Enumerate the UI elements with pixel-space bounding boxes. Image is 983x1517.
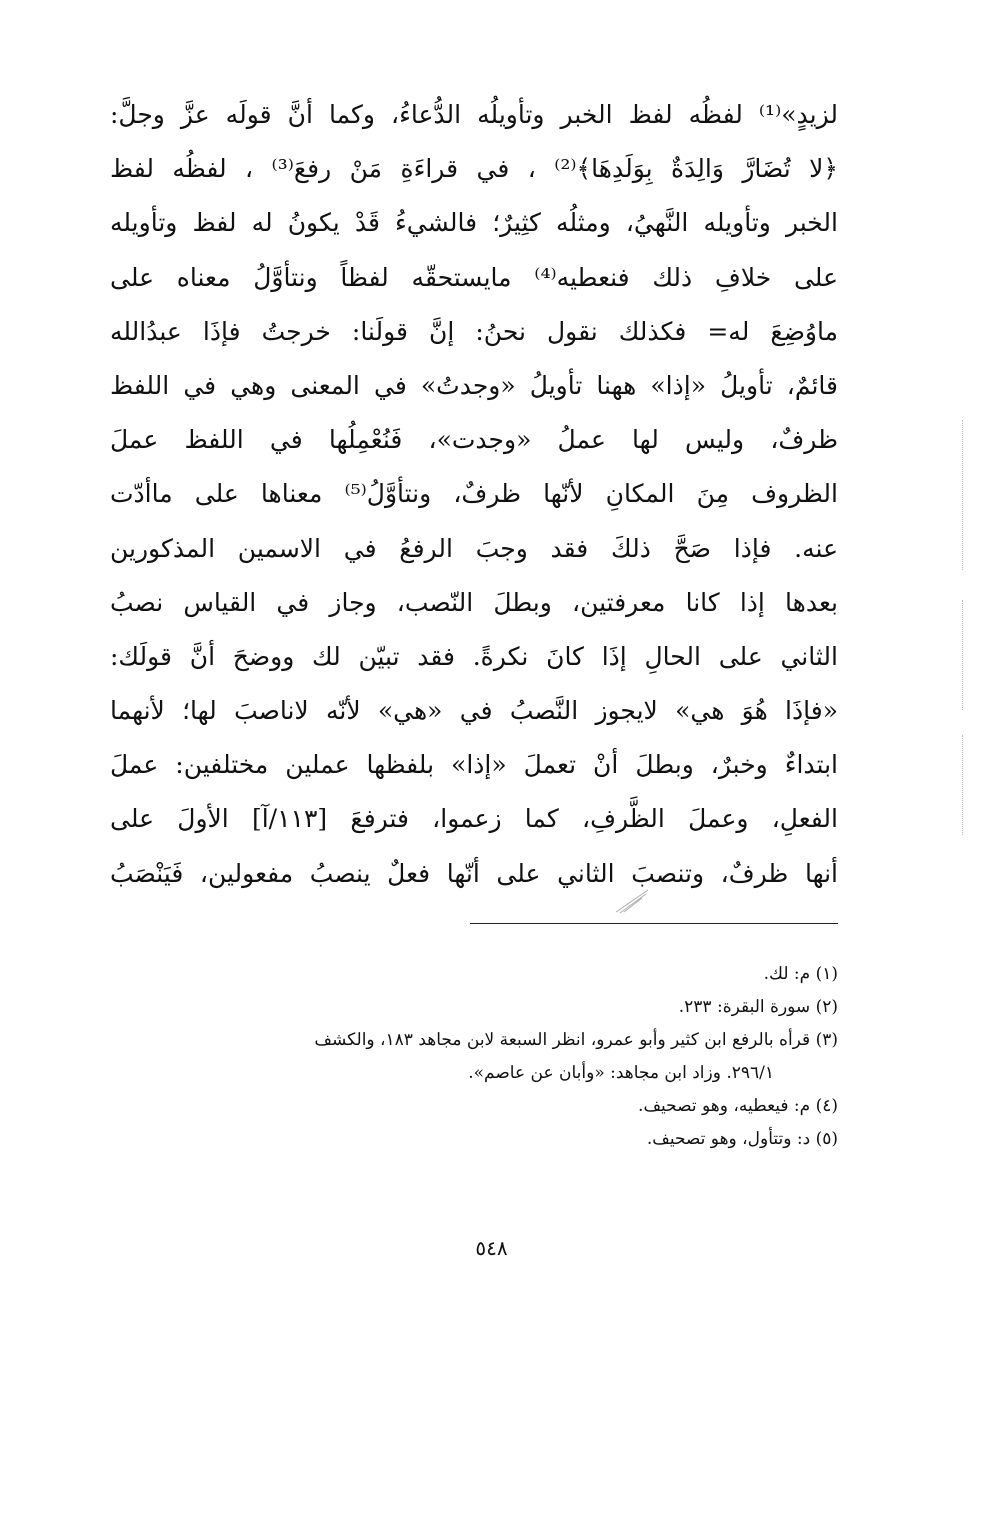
main-text-line: أنها ظرفٌ، وتنصبَ الثاني على أنّها فعلٌ ينصبُ مفعولين، فَيَنْصَبُ xyxy=(110,858,838,888)
scan-margin-mark xyxy=(962,735,963,835)
main-text-line: قائمٌ، تأويلُ «إذا» ههنا تأويلُ «وجدتُ» في المعنى وهي في اللفظ xyxy=(110,370,838,400)
main-text-line: ابتداءٌ وخبرٌ، وبطلَ أنْ تعملَ «إذا» بلفظها عملين مختلفين: عملَ xyxy=(110,750,838,780)
footnote-item: (١) م: لك. xyxy=(763,964,838,984)
footnote-item: (٥) د: وتتأول، وهو تصحيف. xyxy=(646,1129,838,1149)
pen-scribble-mark xyxy=(612,886,652,916)
footnote-item: (٣) قرأه بالرفع ابن كثير وأبو عمرو، انظر السبعة لابن مجاهد ١٨٣، والكشف xyxy=(314,1030,838,1050)
scan-margin-mark xyxy=(962,420,963,570)
main-text-line: الفعلِ، وعملَ الظَّرفِ، كما زعموا، فترفعَ [١١٣/آ] الأولَ على xyxy=(110,804,838,834)
main-text-line: الخبر وتأويله النَّهيُ، ومثلُه كثِيرٌ؛ فالشيءُ قَدْ يكونُ له لفظ وتأويله xyxy=(110,208,838,238)
footnote-item: (٢) سورة البقرة: ٢٣٣. xyxy=(678,997,838,1017)
main-text-line: على خلافِ ذلك فنعطيه⁽⁴⁾ مايستحقّه لفظاً ونتأوَّلُ معناه على xyxy=(110,262,838,292)
main-text-line: عنه. فإذا صَحَّ ذلكَ فقد وجبَ الرفعُ في الاسمين المذكورين xyxy=(110,533,838,563)
main-text-line: ﴿لا تُضَارَّ وَالِدَةٌ بِوَلَدِهَا﴾⁽²⁾ ، في قراءَةِ مَنْ رفعَ⁽³⁾ ، لفظُه لفظ xyxy=(110,154,838,184)
main-text-line: «فإذَا هُوَ هي» لايجوز النَّصبُ في «هي» لأنّه لاناصبَ لها؛ لأنهما xyxy=(110,696,838,726)
footnote-item-continuation: ٢٩٦/١. وزاد ابن مجاهد: «وأبان عن عاصم». xyxy=(468,1063,774,1083)
main-text-line: ظرفٌ، وليس لها عملُ «وجدت»، فَنُعْمِلُها في اللفظ عملَ xyxy=(110,425,838,455)
scan-margin-mark xyxy=(962,600,963,710)
page-number: ٥٤٨ xyxy=(475,1236,508,1260)
main-text-body xyxy=(110,88,838,901)
footnote-item: (٤) م: فيعطيه، وهو تصحيف. xyxy=(638,1096,838,1116)
main-text-line: الثاني على الحالِ إذَا كانَ نكرةً. فقد تبيّن لك ووضحَ أنَّ قولَك: xyxy=(110,641,838,671)
footnote-separator xyxy=(470,923,838,924)
main-text-line: ماوُضِعَ له= فكذلك نقول نحنُ: إنَّ قولَنا: خرجتُ فإذَا عبدُالله xyxy=(110,316,838,346)
footnotes-section xyxy=(110,958,838,1156)
main-text-line: الظروف مِنَ المكانِ لأنّها ظرفٌ، ونتأوَّلُ⁽⁵⁾ معناها على ماأدّت xyxy=(110,479,838,509)
main-text-line: بعدها إذا كانا معرفتين، وبطلَ النّصب، وجاز في القياس نصبُ xyxy=(110,587,838,617)
main-text-line: لزيدٍ»⁽¹⁾ لفظُه لفظ الخبر وتأويلُه الدُّعاءُ، وكما أنَّ قولَه عزَّ وجلَّ: xyxy=(110,100,838,129)
